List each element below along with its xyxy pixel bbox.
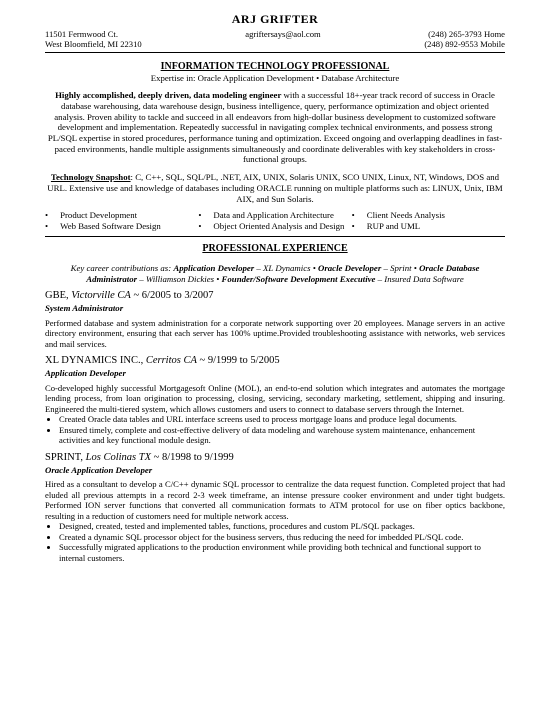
contrib-text: – Williamson Dickies • (137, 273, 222, 284)
job-company: XL DYNAMICS INC., (45, 355, 146, 367)
contrib-text: – XL Dynamics • (254, 262, 318, 273)
job-dates: ~ 8/1998 to 9/1999 (151, 451, 234, 463)
candidate-name: ARJ GRIFTER (231, 12, 319, 26)
snapshot-label: Technology Snapshot (50, 172, 131, 183)
contrib-text: – Insured Data Software (375, 273, 464, 284)
skill-item: • Data and Application Architecture (198, 210, 351, 221)
job-bullet: • Successfully migrated applications to the production environment while providing both technical and functional support to internal customers. (59, 542, 505, 563)
job-company: SPRINT, (45, 451, 86, 463)
summary-paragraph (45, 90, 505, 165)
address-line-1: 11501 Fermwood Ct. (45, 28, 118, 39)
technology-snapshot (45, 172, 505, 204)
phone-mobile: (248) 892-9553 Mobile (424, 38, 505, 49)
skills-column (352, 210, 505, 231)
job-dates: ~ 6/2005 to 3/2007 (130, 290, 214, 302)
skill-item: • Object Oriented Analysis and Design (198, 221, 351, 232)
job-description: Co-developed highly successful Mortgagesoft Online (MOL), an end-to-end solution which integrates and automates the mortgage lending process, from loan origination to processing, closing, servicing, secondary marketing, settlement, shipping and insuring. Engineered the multi-tiered system, which allows customers and users to connect to database servers through the Internet. (45, 382, 505, 414)
contrib-role: Founder/Software Development Executive (221, 273, 376, 284)
skills-column (45, 210, 198, 231)
address-line-2: West Bloomfield, MI 22310 (45, 38, 142, 49)
job-dates: ~ 9/1999 to 5/2005 (196, 355, 280, 367)
job-bullets (45, 521, 505, 563)
job-header (45, 355, 505, 368)
profile-title: INFORMATION TECHNOLOGY PROFESSIONAL (160, 61, 390, 73)
experience-title: PROFESSIONAL EXPERIENCE (202, 242, 348, 254)
contrib-role: Oracle Developer (318, 262, 382, 273)
job-header (45, 290, 505, 303)
expertise-line: Expertise in: Oracle Application Development • Database Architecture (150, 73, 400, 84)
divider-middle (45, 236, 505, 237)
career-contributions (45, 263, 505, 284)
summary-body: with a successful 18+-year track record of success in Oracle database warehousing, data warehouse design, business intelligence, query, performance optimization and object oriented analysis. Proven ability to tackle and succeed in all endeavors from high-dollar business development to customized software development and implementation. Repeatedly successful in navigating complex technical environments, and possess strong PL/SQL expertise in stored procedures, performance tuning and optimization. Exceed ongoing and overlapping deadlines in fast-paced environments, handle multiple assignments simultaneously and coordinate deliverables with key stakeholders in cross-functional groups. (47, 90, 503, 165)
contrib-text: Key career contributions as: (70, 262, 174, 273)
address-block (45, 29, 142, 50)
contrib-text: – Sprint • (381, 262, 420, 273)
job-role: Application Developer (45, 368, 126, 379)
job-location: Victorville CA (71, 290, 131, 302)
job-company: GBE, (45, 290, 72, 302)
job-role: Oracle Application Developer (45, 464, 153, 475)
contact-block (45, 29, 505, 50)
job-description: Hired as a consultant to develop a C/C++ dynamic SQL processor to centralize the data request function. Completed project that had eluded all previous attempts in a record 2-3 week timeframe, an intense pressure cooker environment and under tight budgets. Performed ION server functions that converted all communication formats to ATM protocol for use on fiber optics backbone, resulting in a reduction of customers need for multiple network access. (45, 479, 505, 521)
job-bullet: • Created a dynamic SQL processor object for the business servers, thus reducing the need for imbedded PL/SQL code. (59, 532, 505, 542)
contrib-role: Application Developer (173, 262, 255, 273)
job-bullet: • Created Oracle data tables and URL interface screens used to process mortgage loans and produce legal documents. (59, 414, 505, 424)
skill-item: • Web Based Software Design (45, 221, 198, 232)
contrib-role: Oracle Database Administrator (86, 262, 480, 284)
summary-lead: Highly accomplished, deeply driven, data modeling engineer (55, 90, 282, 101)
phone-block (424, 29, 505, 50)
job-entry-xl-dynamics (45, 355, 505, 445)
skill-item: • Client Needs Analysis (352, 210, 505, 221)
skills-column (198, 210, 351, 231)
divider-top (45, 52, 505, 53)
email: agriftersays@aol.com (245, 28, 321, 39)
job-header (45, 452, 505, 465)
job-entry-sprint (45, 452, 505, 563)
skill-item: • Product Development (45, 210, 198, 221)
job-location: Los Colinas TX (85, 451, 152, 463)
job-role: System Administrator (45, 303, 124, 314)
job-entry-gbe (45, 290, 505, 349)
skills-grid (45, 210, 505, 231)
phone-home: (248) 265-3793 Home (428, 28, 505, 39)
job-location: Cerritos CA (145, 355, 197, 367)
job-bullet: • Designed, created, tested and implemented tables, functions, procedures and custom PL/SQL packages. (59, 521, 505, 531)
skill-item: • RUP and UML (352, 221, 505, 232)
job-description: Performed database and system administration for a corporate network supporting over 20 employees. Manage servers in an active directory environment, ensuring that each server has 100% uptime.Provided troubleshooting assistance with networks, web services and mail services. (45, 317, 505, 349)
job-bullet: • Ensured timely, complete and cost-effective delivery of data modeling and warehouse system maintenance, enhancement activities and key functional module design. (59, 425, 505, 446)
job-bullets (45, 414, 505, 445)
snapshot-text: : C, C++, SQL, SQL/PL, .NET, AIX, UNIX, Solaris UNIX, SCO UNIX, Linux, NT, Windows, DOS and URL. Extensive use and knowledge of databases including ORACLE running on multiple platforms such as: LINUX, Unix, IBM AIX, and Sun Solaris. (47, 172, 503, 204)
